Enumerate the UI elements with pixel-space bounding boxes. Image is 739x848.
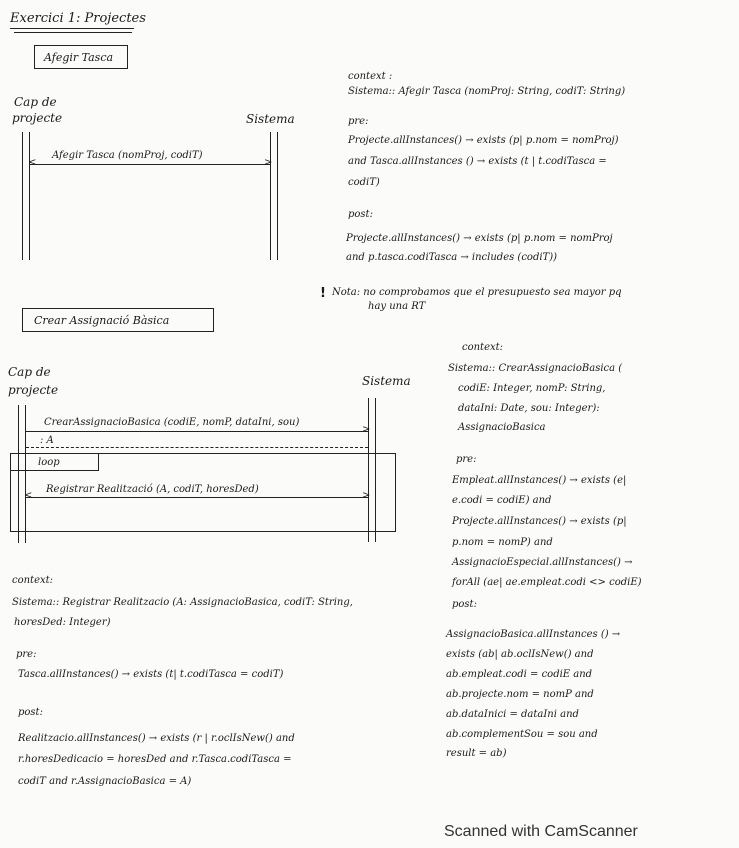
s3-post-line: Realitzacio.allInstances() → exists (r | r.oclIsNew() and [18, 733, 295, 744]
title-underline-2 [14, 32, 132, 33]
arrow-left-icon: < [28, 157, 37, 168]
s3-pre-line: Tasca.allInstances() → exists (t| t.codiTasca = codiT) [18, 669, 284, 680]
s2-pre-line: Empleat.allInstances() → exists (e| [452, 475, 627, 486]
s2-pre-label: pre: [456, 454, 477, 465]
arrow-right-icon: > [264, 157, 273, 168]
s1-pre-line: codiT) [348, 177, 380, 188]
s2-post-line: ab.complementSou = sou and [446, 729, 598, 740]
s2-loop-label: loop [38, 457, 60, 468]
s1-post-label: post: [348, 209, 373, 220]
s3-post-line: r.horesDedicacio = horesDed and r.Tasca.codiTasca = [18, 754, 292, 765]
s1-actor-label-1: Cap de [14, 95, 57, 109]
s2-post-line: exists (ab| ab.oclIsNew() and [446, 649, 594, 660]
s2-post-line: result = ab) [446, 748, 507, 759]
s2-post-line: ab.dataInici = dataIni and [446, 709, 579, 720]
s1-actor-label-2: projecte [12, 111, 63, 125]
s2-post-label: post: [452, 599, 477, 610]
s3-post-label: post: [18, 707, 43, 718]
s2-post-line: AssignacioBasica.allInstances () → [446, 629, 621, 640]
s1-pre-line: and Tasca.allInstances () → exists (t | t.codiTasca = [348, 156, 607, 167]
s2-context-line: AssignacioBasica [458, 422, 546, 433]
s3-context-label: context: [12, 575, 54, 586]
s2-post-line: ab.empleat.codi = codiE and [446, 669, 593, 680]
exclamation-icon: ! [320, 286, 326, 301]
s2-pre-line: e.codi = codiE) and [452, 495, 552, 506]
section2-box-label: Crear Assignació Bàsica [34, 314, 170, 327]
s2-context-line: codiE: Integer, nomP: String, [458, 383, 606, 394]
s3-pre-label: pre: [16, 649, 37, 660]
s1-context-label: context : [348, 71, 393, 82]
s2-context-line: Sistema:: CrearAssignacioBasica ( [448, 363, 623, 374]
s2-message-2-arrow [26, 497, 368, 498]
arrow-right-icon: > [362, 490, 371, 501]
s3-context-line-1: Sistema:: Registrar Realitzacio (A: AssignacioBasica, codiT: String, [12, 597, 353, 608]
s2-context-label: context: [462, 342, 504, 353]
s1-context-signature: Sistema:: Afegir Tasca (nomProj: String, codiT: String) [348, 86, 626, 97]
s2-actor-label-2: projecte [8, 383, 59, 397]
arrow-left-icon: < [24, 490, 33, 501]
s1-post-line: Projecte.allInstances() → exists (p| p.nom = nomProj [346, 233, 613, 244]
s2-message-1: CrearAssignacioBasica (codiE, nomP, dataIni, sou) [44, 417, 300, 428]
s2-pre-line: AssignacioEspecial.allInstances() → [452, 557, 633, 568]
arrow-right-icon: > [362, 424, 371, 435]
s1-pre-line: Projecte.allInstances() → exists (p| p.nom = nomProj) [348, 135, 619, 146]
s1-pre-label: pre: [348, 116, 369, 127]
s1-message-arrow [30, 164, 270, 165]
s2-return-1: : A [40, 435, 54, 446]
s1-actor-lifeline [22, 132, 30, 260]
s1-system-label: Sistema [246, 112, 295, 126]
s1-post-line: and p.tasca.codiTasca → includes (codiT)) [346, 252, 558, 263]
title-underline [10, 28, 134, 29]
page-title: Exercici 1: Projectes [10, 11, 146, 26]
s2-system-label: Sistema [362, 374, 411, 388]
s2-pre-line: Projecte.allInstances() → exists (p| [452, 516, 627, 527]
s1-note-line-2: hay una RT [368, 301, 426, 312]
s2-message-1-arrow [26, 431, 368, 432]
section1-box-label: Afegir Tasca [44, 51, 114, 64]
s1-message: Afegir Tasca (nomProj, codiT) [52, 150, 203, 161]
s2-return-1-arrow [26, 447, 368, 448]
s3-post-line: codiT and r.AssignacioBasica = A) [18, 776, 192, 787]
s2-message-2: Registrar Realització (A, codiT, horesDed) [46, 484, 259, 495]
s2-context-line: dataIni: Date, sou: Integer): [458, 403, 600, 414]
s2-pre-line: forAll (ae| ae.empleat.codi <> codiE) [452, 577, 642, 588]
s2-post-line: ab.projecte.nom = nomP and [446, 689, 594, 700]
s2-pre-line: p.nom = nomP) and [452, 537, 553, 548]
s1-note-line-1: Nota: no comprobamos que el presupuesto sea mayor pq [332, 287, 622, 298]
scanner-watermark: Scanned with CamScanner [444, 823, 638, 840]
s2-actor-label-1: Cap de [8, 365, 51, 379]
s1-system-lifeline [270, 132, 278, 260]
s3-context-line-2: horesDed: Integer) [14, 617, 111, 628]
